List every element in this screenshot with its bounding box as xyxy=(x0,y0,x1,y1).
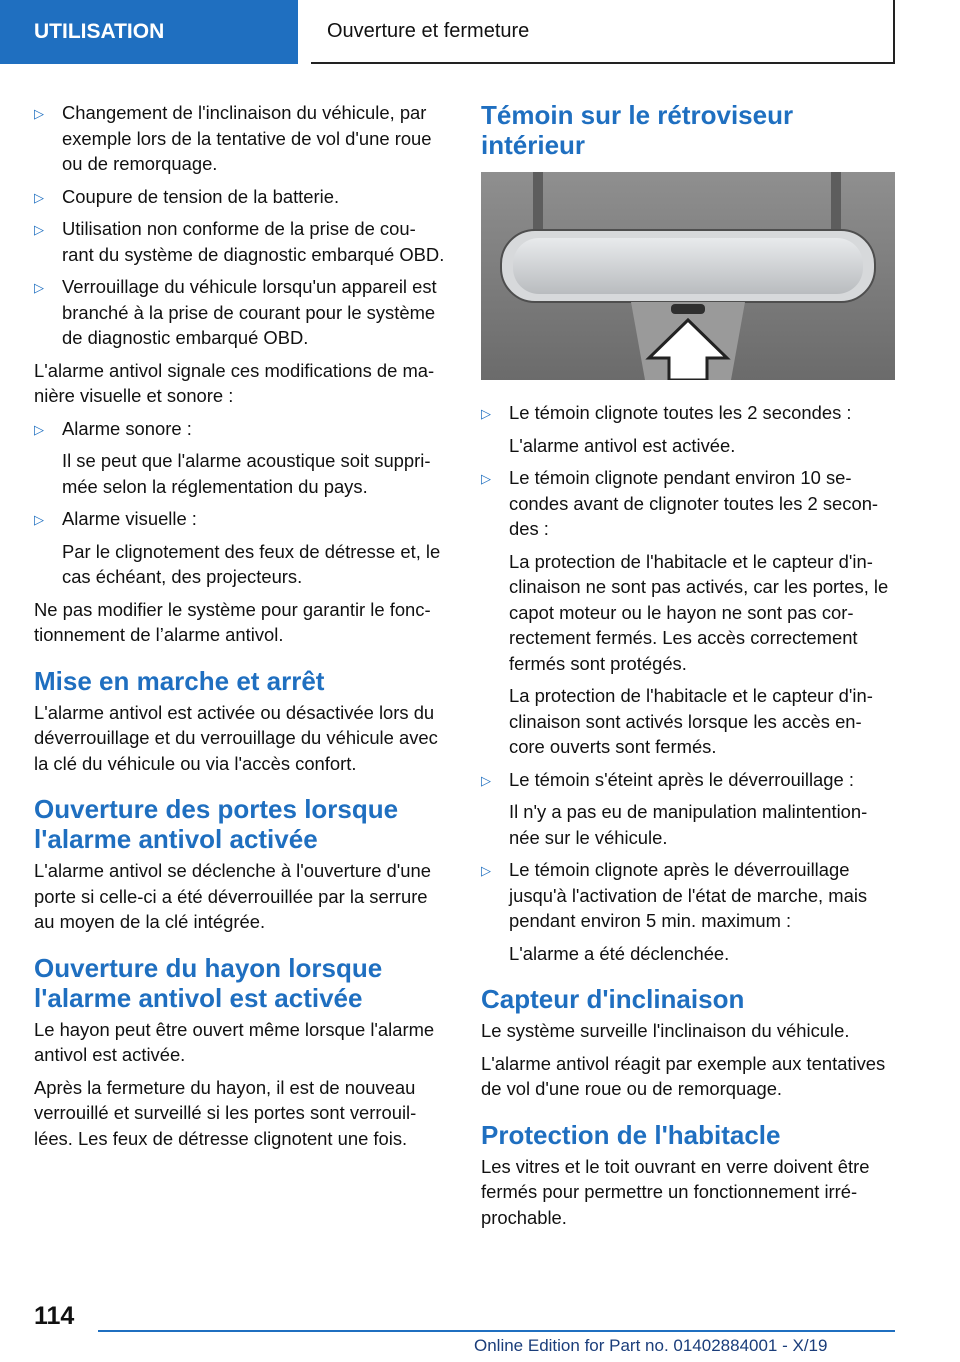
triangle-bullet-icon: ▷ xyxy=(34,512,44,527)
chapter-title: Ouverture et fermeture xyxy=(327,19,530,42)
section-heading: Ouverture du hayon lorsque l'alarme antivol est activée xyxy=(34,952,383,1013)
paragraph: L'alarme antivol signale ces modifications de ma‐ nière visuelle et sonore : xyxy=(34,359,435,406)
triangle-bullet-icon: ▷ xyxy=(34,106,44,121)
chapter-header xyxy=(311,0,895,64)
page-number: 114 xyxy=(34,1302,75,1330)
list-item-detail: Par le clignotement des feux de détresse et, le cas échéant, des projecteurs. xyxy=(62,540,441,587)
list-item: ▷ Alarme visuelle : xyxy=(34,506,450,532)
list-item: ▷ Verrouillage du véhicule lorsqu'un appareil est branché à la prise de courant pour le système de diagnostic embarqué OBD. xyxy=(34,276,437,348)
section-heading: Ouverture des portes lorsque l'alarme antivol activée xyxy=(34,794,399,854)
list-item: ▷ Utilisation non conforme de la prise de cou‐ rant du système de diagnostic embarqué OBD. xyxy=(34,218,445,265)
list-item: ▷ Coupure de tension de la batterie. xyxy=(34,184,450,210)
paragraph: Ne pas modifier le système pour garantir le fonc‐ tionnement de l’alarme antivol. xyxy=(34,598,431,645)
list-item-detail: L'alarme antivol est activée. xyxy=(509,434,736,456)
triangle-bullet-icon: ▷ xyxy=(481,471,491,486)
section-heading: Protection de l'habitacle xyxy=(481,1119,781,1150)
triangle-bullet-icon: ▷ xyxy=(34,421,44,437)
paragraph: L'alarme antivol se déclenche à l'ouverture d'une porte si celle-ci a été déverrouillée par la serrure au moyen de la clé intégrée. xyxy=(34,860,431,932)
footer-divider xyxy=(98,1330,895,1332)
triangle-bullet-icon: ▷ xyxy=(481,772,491,788)
list-item-detail: La protection de l'habitacle et le capteur d'in‐ clinaison sont activés lorsque les accès en‐ core ouverts sont fermés. xyxy=(509,685,873,757)
paragraph: Le hayon peut être ouvert même lorsque l'alarme antivol est activée. xyxy=(34,1018,435,1065)
section-title: UTILISATION xyxy=(34,20,165,43)
triangle-bullet-icon: ▷ xyxy=(34,189,44,205)
section-heading: Témoin sur le rétroviseur intérieur xyxy=(481,100,794,160)
triangle-bullet-icon: ▷ xyxy=(34,222,44,237)
list-item-detail: La protection de l'habitacle et le capteur d'in‐ clinaison ne sont pas activés, car les portes, le capot moteur ou le hayon ne sont pas cor‐ rectement fermés. Les accès correctement fermés sont protégés. xyxy=(509,550,889,674)
paragraph: L'alarme antivol est activée ou désactivée lors du déverrouillage et du verrouillage du véhicule avec la clé du véhicule ou via l'accès confort. xyxy=(34,701,438,774)
list-item: ▷ Le témoin clignote pendant environ 10 se‐ condes avant de clignoter toutes les 2 secon‐ des : xyxy=(481,467,879,539)
section-tab xyxy=(0,0,298,64)
edition-footer: Online Edition for Part no. 01402884001 - X/19 xyxy=(474,1336,828,1355)
list-item: ▷ Le témoin clignote toutes les 2 secondes : xyxy=(481,400,897,426)
paragraph: Les vitres et le toit ouvrant en verre doivent être fermés pour permettre un fonctionnement irré‐ prochable. xyxy=(481,1155,870,1228)
triangle-bullet-icon: ▷ xyxy=(34,280,44,295)
list-item: ▷ Le témoin s'éteint après le déverrouillage : xyxy=(481,767,897,793)
right-column xyxy=(481,100,897,1237)
section-heading: Mise en marche et arrêt xyxy=(34,665,325,696)
left-column xyxy=(34,100,450,1158)
rearview-mirror-image xyxy=(481,172,895,380)
list-item: ▷ Le témoin clignote après le déverrouillage jusqu'à l'activation de l'état de marche, mais pendant environ 5 min. maximum : xyxy=(481,859,868,931)
triangle-bullet-icon: ▷ xyxy=(481,863,491,878)
section-heading: Capteur d'inclinaison xyxy=(481,984,745,1014)
list-item: ▷ Alarme sonore : xyxy=(34,416,450,442)
list-item-detail: Il se peut que l'alarme acoustique soit suppri‐ mée selon la réglementation du pays. xyxy=(62,450,431,497)
mirror-illustration xyxy=(481,172,895,380)
list-item: ▷ Changement de l'inclinaison du véhicule, par exemple lors de la tentative de vol d'une roue ou de remorquage. xyxy=(34,102,432,174)
list-item-detail: Il n'y a pas eu de manipulation malintention‐ née sur le véhicule. xyxy=(509,801,868,848)
triangle-bullet-icon: ▷ xyxy=(481,406,491,421)
paragraph: Le système surveille l'inclinaison du véhicule. xyxy=(481,1020,850,1041)
paragraph: L'alarme antivol réagit par exemple aux tentatives de vol d'une roue ou de remorquage. xyxy=(481,1052,886,1099)
list-item-detail: L'alarme a été déclenchée. xyxy=(509,942,730,964)
paragraph: Après la fermeture du hayon, il est de nouveau verrouillé et surveillé si les portes sont verrouil‐ lées. Les feux de détresse clignotent une fois. xyxy=(34,1076,417,1149)
